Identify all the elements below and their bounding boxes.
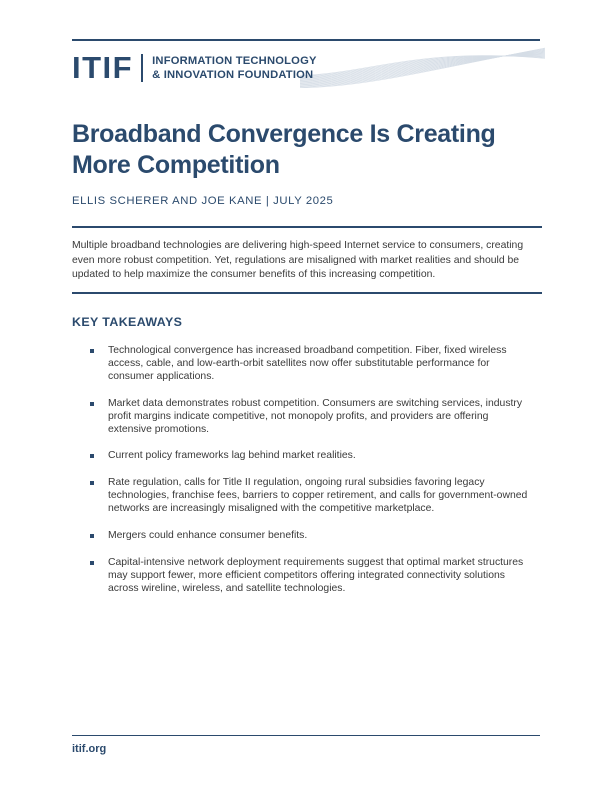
bullet-icon	[90, 454, 94, 458]
logo-line-2: & INNOVATION FOUNDATION	[152, 69, 314, 81]
key-takeaways-list	[90, 345, 530, 610]
takeaway-text: Technological convergence has increased broadband competition. Fiber, fixed wireless access, cable, and low-earth-orbit satellites now offer substitutable performance for consumer applications.	[108, 345, 507, 382]
logo-line-1: INFORMATION TECHNOLOGY	[152, 55, 317, 67]
takeaway-item	[90, 450, 530, 463]
report-title: Broadband Convergence Is Creating More Competition	[72, 120, 496, 179]
bullet-icon	[90, 534, 94, 538]
decorative-wave-lines	[300, 42, 545, 88]
takeaway-item	[90, 557, 530, 596]
bullet-icon	[90, 349, 94, 353]
bullet-icon	[90, 561, 94, 565]
report-abstract: Multiple broadband technologies are delivering high-speed Internet service to consumers, creating even more robust competition. Yet, regulations are misaligned with market realities and should be updated to help maximize the consumer benefits of this increasing competition.	[72, 240, 524, 280]
abstract-top-rule	[72, 226, 542, 228]
bullet-icon	[90, 402, 94, 406]
takeaway-text: Capital-intensive network deployment requirements suggest that optimal market structures may support fewer, more efficient competitors offering integrated connectivity solutions across wireline, wireless, and satellite technologies.	[108, 556, 524, 594]
decorative-line	[300, 52, 545, 84]
bullet-icon	[90, 481, 94, 485]
footer-url-link[interactable]: itif.org	[72, 743, 107, 755]
takeaway-text: Rate regulation, calls for Title II regulation, ongoing rural subsidies favoring legacy technologies, franchise fees, barriers to copper retirement, and calls for government-owned networks are increasingly misaligned with the competitive marketplace.	[108, 477, 528, 515]
takeaway-item	[90, 345, 530, 384]
footer-rule	[72, 735, 540, 736]
takeaway-text: Current policy frameworks lag behind market realities.	[108, 450, 356, 462]
takeaway-item	[90, 398, 530, 437]
itif-logo[interactable]	[72, 52, 317, 84]
takeaway-text: Market data demonstrates robust competition. Consumers are switching services, industry profit margins indicate competitive, not monopoly profits, and providers are offering extensive promotions.	[108, 397, 523, 435]
logo-mark: ITIF	[72, 50, 134, 85]
takeaway-item	[90, 477, 530, 516]
logo-text	[152, 54, 317, 82]
abstract-bottom-rule	[72, 292, 542, 294]
takeaway-text: Mergers could enhance consumer benefits.	[108, 530, 308, 542]
report-byline: ELLIS SCHERER AND JOE KANE | JULY 2025	[72, 195, 334, 207]
header-top-rule	[72, 39, 540, 41]
key-takeaways-heading: KEY TAKEAWAYS	[72, 315, 183, 329]
logo-divider	[141, 54, 143, 82]
takeaway-item	[90, 530, 530, 543]
